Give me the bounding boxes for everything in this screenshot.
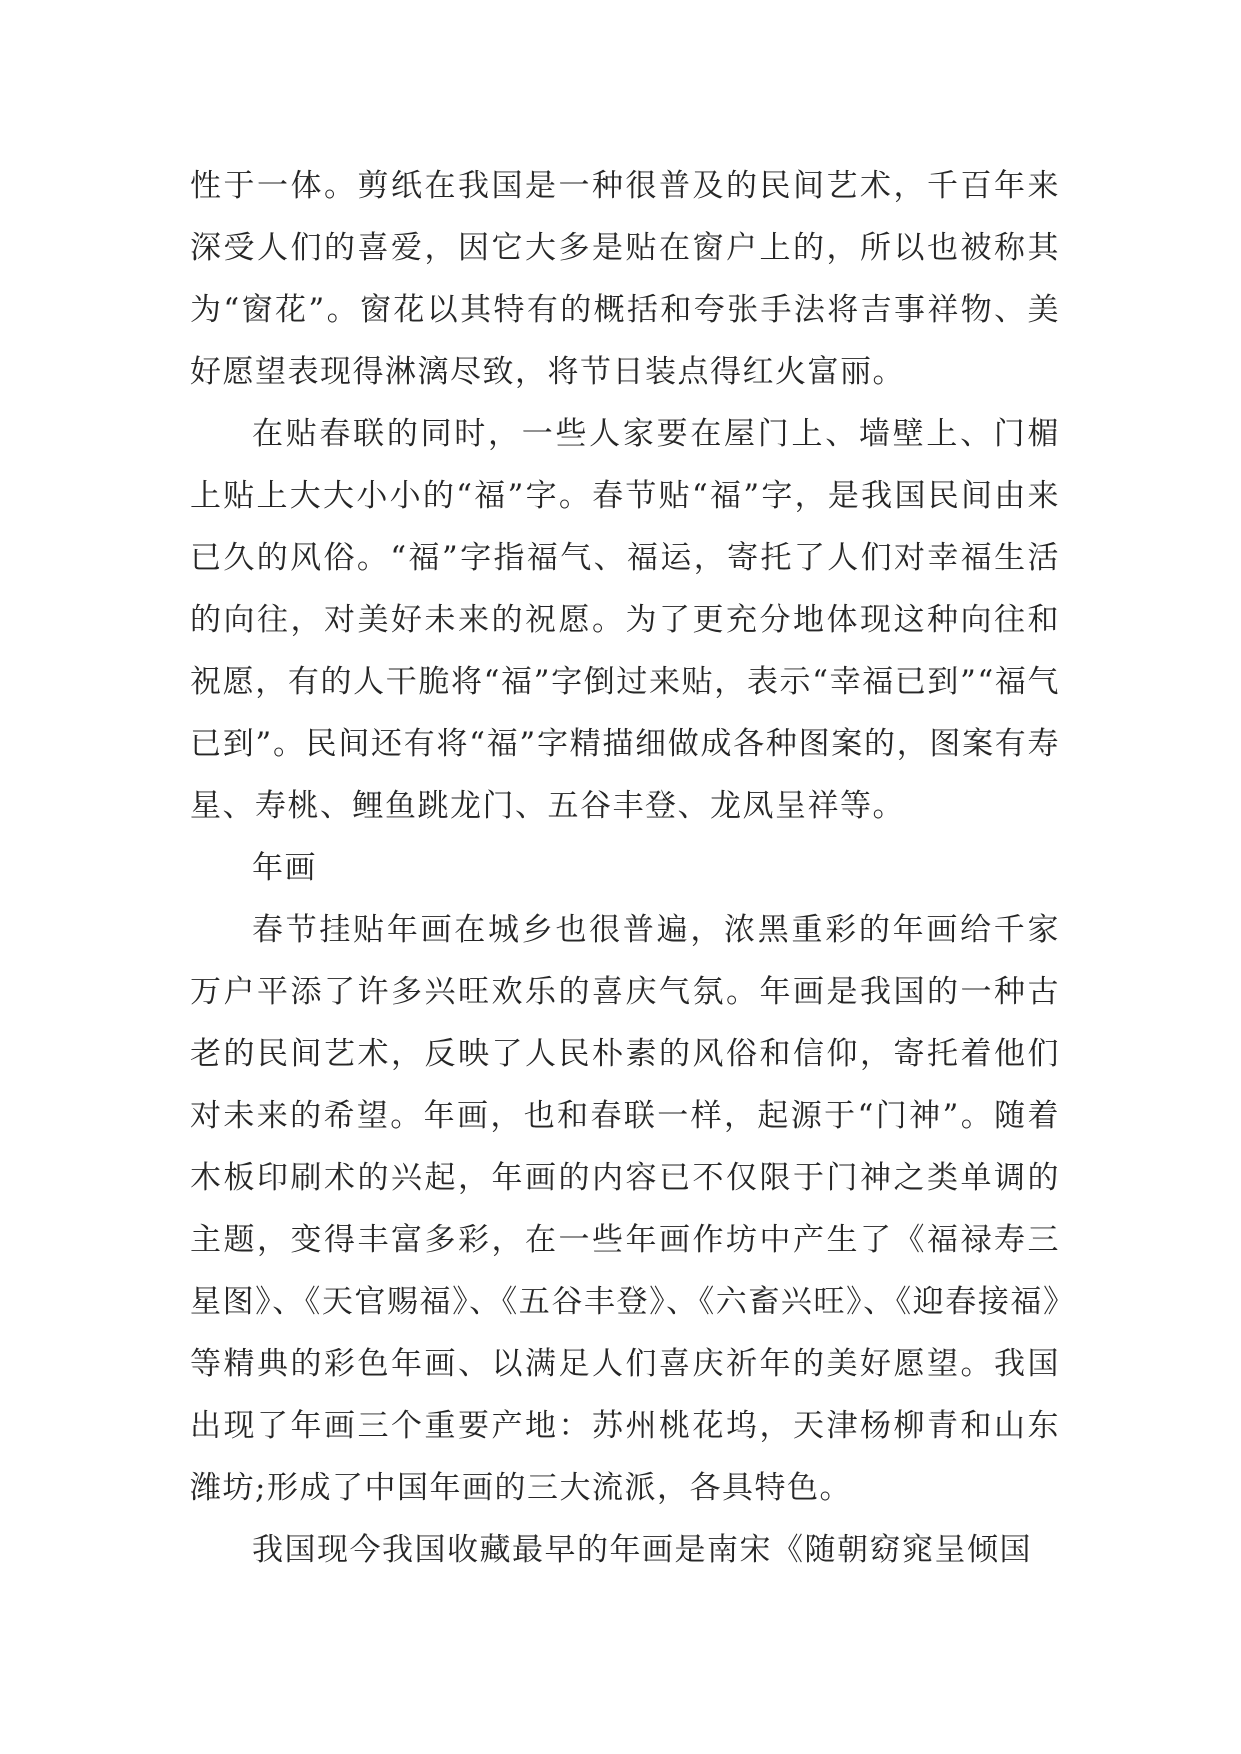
paragraph-papercut-continuation: 性于一体。剪纸在我国是一种很普及的民间艺术，千百年来深受人们的喜爱，因它大多是贴在窗户上的，所以也被称其为“窗花”。窗花以其特有的概括和夸张手法将吉事祥物、美好愿望表现得淋漓尽致，将节日装点得红火富丽。 xyxy=(190,168,1060,390)
paragraph-new-year-painting: 春节挂贴年画在城乡也很普遍，浓黑重彩的年画给千家万户平添了许多兴旺欢乐的喜庆气氛。年画是我国的一种古老的民间艺术，反映了人民朴素的风俗和信仰，寄托着他们对未来的希望。年画，也和春联一样，起源于“门神”。随着木板印刷术的兴起，年画的内容已不仅限于门神之类单调的主题，变得丰富多彩，在一些年画作坊中产生了《福禄寿三星图》、《天官赐福》、《五谷丰登》、《六畜兴旺》、《迎春接福》等精典的彩色年画、以满足人们喜庆祈年的美好愿望。我国出现了年画三个重要产地：苏州桃花坞，天津杨柳青和山东潍坊;形成了中国年画的三大流派，各具特色。 xyxy=(190,912,1060,1506)
section-heading-new-year-painting: 年画 xyxy=(252,850,317,886)
paragraph-fu-character: 在贴春联的同时，一些人家要在屋门上、墙壁上、门楣上贴上大大小小的“福”字。春节贴“福”字，是我国民间由来已久的风俗。“福”字指福气、福运，寄托了人们对幸福生活的向往，对美好未来的祝愿。为了更充分地体现这种向往和祝愿，有的人干脆将“福”字倒过来贴，表示“幸福已到”“福气已到”。民间还有将“福”字精描细做成各种图案的，图案有寿星、寿桃、鲤鱼跳龙门、五谷丰登、龙凤呈祥等。 xyxy=(190,416,1060,824)
body-text xyxy=(190,155,1060,1581)
paragraph-earliest-painting: 我国现今我国收藏最早的年画是南宋《随朝窈窕呈倾国 xyxy=(252,1532,1032,1568)
